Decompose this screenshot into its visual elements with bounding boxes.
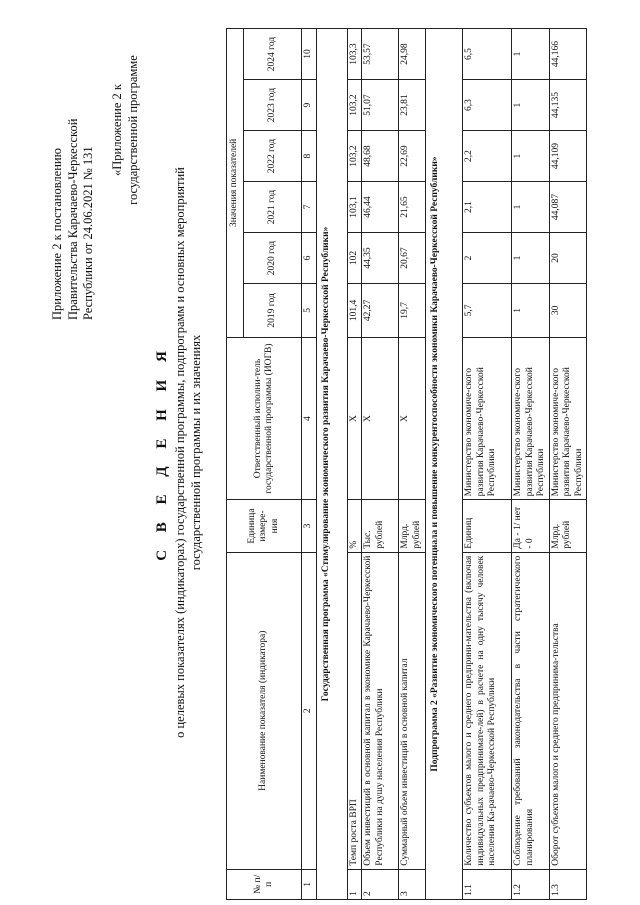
- section-title: Государственная программа «Стимулирование экономического развития Карачаево-Черкесской Республики»: [316, 29, 347, 900]
- row-value: 103,2: [347, 131, 362, 182]
- row-value: 103,2: [347, 80, 362, 131]
- approval-line: Приложение 2 к постановлению: [50, 148, 64, 320]
- row-num: 3: [399, 869, 426, 899]
- row-value: 20,67: [399, 233, 426, 284]
- row-value: 1: [512, 80, 550, 131]
- header-year: 2021 год: [244, 182, 302, 233]
- row-value: 44,166: [549, 29, 587, 80]
- row-executor: X: [362, 337, 399, 500]
- approval-note: [50, 20, 97, 320]
- column-index: 2: [302, 552, 317, 869]
- document-title: С В Е Д Е Н И Я: [154, 344, 170, 561]
- row-value: 2: [463, 233, 512, 284]
- title-block: [154, 40, 204, 865]
- row-value: 44,35: [362, 233, 399, 284]
- column-index: 3: [302, 500, 317, 552]
- column-index: 10: [302, 29, 317, 80]
- column-index: 7: [302, 182, 317, 233]
- row-value: 1: [512, 233, 550, 284]
- row-unit: Млрд. рублей: [549, 500, 587, 552]
- table-row: [463, 29, 512, 900]
- header-unit: Единица измере-ния: [227, 500, 302, 552]
- appendix-note: [110, 20, 141, 240]
- subtitle-line: государственной программы и их значениях: [188, 334, 203, 571]
- column-index: 6: [302, 233, 317, 284]
- row-value: 44,135: [549, 80, 587, 131]
- subtitle-line: о целевых показателях (индикаторах) государственной программы, подпрограмм и основных мероприятий: [173, 167, 187, 738]
- row-value: 5,7: [463, 284, 512, 338]
- table-row: [362, 29, 399, 900]
- row-num: 1.3: [549, 869, 587, 899]
- section-title: Подпрограмма 2 «Развитие экономического потенциала и повышение конкурентоспособности экономики Карачаево-Черкесской Республики»: [426, 29, 463, 900]
- section-row: [316, 29, 347, 900]
- section-row: [426, 29, 463, 900]
- row-unit: %: [347, 500, 362, 552]
- column-index-row: [302, 29, 317, 900]
- row-value: 19,7: [399, 284, 426, 338]
- header-name: Наименование показателя (индикатора): [227, 552, 302, 869]
- row-name: Объем инвестиций в основной капитал в экономике Карачаево-Черкесской Республики на душу населения Республики: [362, 552, 399, 869]
- row-value: 1: [512, 131, 550, 182]
- header-year: 2019 год: [244, 284, 302, 338]
- approval-line: Республики от 24.06.2021 № 131: [81, 146, 95, 320]
- column-index: 5: [302, 284, 317, 338]
- row-value: 42,27: [362, 284, 399, 338]
- header-num: № п/п: [227, 869, 302, 899]
- table-row: [347, 29, 362, 900]
- row-executor: X: [399, 337, 426, 500]
- header-year: 2023 год: [244, 80, 302, 131]
- row-value: 51,07: [362, 80, 399, 131]
- row-name: Темп роста ВРП: [347, 552, 362, 869]
- header-year: 2020 год: [244, 233, 302, 284]
- row-value: 103,3: [347, 29, 362, 80]
- table-row: [549, 29, 587, 900]
- header-year: 2022 год: [244, 131, 302, 182]
- header-executor: Ответственный исполни-тель государственной программы (ИОГВ): [227, 337, 302, 500]
- row-value: 23,81: [399, 80, 426, 131]
- row-value: 102: [347, 233, 362, 284]
- row-executor: Министерство экономиче-ского развития Карачаево-Черкесской Республики: [463, 337, 512, 500]
- row-value: 2,2: [463, 131, 512, 182]
- table-row: [512, 29, 550, 900]
- row-value: 44,109: [549, 131, 587, 182]
- table-row: [399, 29, 426, 900]
- row-unit: Единиц: [463, 500, 512, 552]
- row-name: Оборот субъектов малого и среднего предпринима-тельства: [549, 552, 587, 869]
- appendix-line: «Приложение 2 к: [110, 84, 124, 176]
- header-values-group: Значения показателей: [227, 29, 244, 338]
- row-value: 1: [512, 284, 550, 338]
- header-year: 2024 год: [244, 29, 302, 80]
- row-value: 20: [549, 233, 587, 284]
- row-value: 101,4: [347, 284, 362, 338]
- row-value: 1: [512, 182, 550, 233]
- row-executor: Министерство экономиче-ского развития Карачаево-Черкесской Республики: [512, 337, 550, 500]
- column-index: 4: [302, 337, 317, 500]
- row-value: 48,68: [362, 131, 399, 182]
- row-executor: X: [347, 337, 362, 500]
- row-name: Суммарный объем инвестиций в основной капитал: [399, 552, 426, 869]
- column-index: 8: [302, 131, 317, 182]
- row-value: 44,087: [549, 182, 587, 233]
- indicators-table: [226, 28, 587, 900]
- row-value: 21,65: [399, 182, 426, 233]
- row-value: 2,1: [463, 182, 512, 233]
- row-name: Количество субъектов малого и среднего предприни-мательства (включая индивидуальных предпринимате-лей) в расчете на одну тысячу человек населения Ка-рачаево-Черкесской Республики: [463, 552, 512, 869]
- column-index: 9: [302, 80, 317, 131]
- row-value: 24,98: [399, 29, 426, 80]
- row-unit: Да - 1/ нет - 0: [512, 500, 550, 552]
- row-value: 6,5: [463, 29, 512, 80]
- row-value: 1: [512, 29, 550, 80]
- approval-line: Правительства Карачаево-Черкесской: [65, 118, 80, 320]
- row-num: 1.1: [463, 869, 512, 899]
- row-value: 46,44: [362, 182, 399, 233]
- row-executor: Министерство экономиче-ского развития Карачаево-Черкесской Республики: [549, 337, 587, 500]
- row-value: 22,69: [399, 131, 426, 182]
- row-num: 2: [362, 869, 399, 899]
- row-value: 53,57: [362, 29, 399, 80]
- column-index: 1: [302, 869, 317, 899]
- row-value: 103,1: [347, 182, 362, 233]
- row-unit: Тыс. рублей: [362, 500, 399, 552]
- row-value: 30: [549, 284, 587, 338]
- row-name: Соблюдение требований законодательства в части стратегического планирования: [512, 552, 550, 869]
- row-value: 6,3: [463, 80, 512, 131]
- row-num: 1: [347, 869, 362, 899]
- row-num: 1.2: [512, 869, 550, 899]
- row-unit: Млрд. рублей: [399, 500, 426, 552]
- appendix-line: государственной программе: [125, 55, 140, 205]
